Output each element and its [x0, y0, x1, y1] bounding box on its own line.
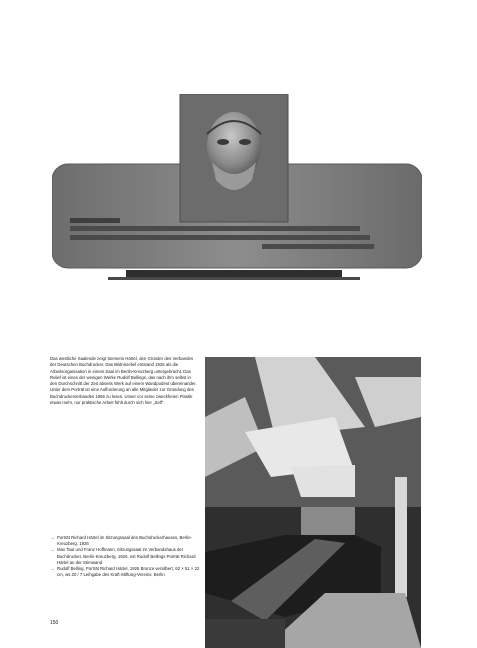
- caption-item: → Max Taut und Franz Hoffmann, Sitzungssaal im Verbandshaus der Buchdrucker, Berlin-Kreuzberg, 1926, mit Rudolf Bellings Porträt Richard Härtel an der Stirnwand: [50, 547, 200, 566]
- relief-photo: [52, 94, 422, 282]
- caption-list: [50, 535, 200, 578]
- page-number: 150: [50, 620, 59, 626]
- caption-item: → Rudolf Belling, Porträt Richard Härtel, 1926 Bronze versilbert, 62 × 51 × 22 cm, ws 20 / 7 Leihgabe des Kraft-Stiftung-Vereins, Berlin: [50, 566, 200, 578]
- body-text: Das westliche Saalende zeigt Siemens Härtel, den Gründer des Verbandes der Deutschen Buchdrucker. Das Bildnisrelief entstand 1926 als die Arbeitsorganisation in einem Saal im Berlin-Kreuzberg untergebracht. Das Relief ist eines der wenigen Werke Rudolf Bellings, das nach ihm selbst in den Durchschnitt der Zeit abseits Werk auf einem Wandpodest übereinander. Unter dem Porträt ist eine Aufforderung an alle Mitglieder zur Gründung des Buchdruckerverbandes 1866 zu lesen. Unser vor seine zweckfreien Plastik etwas mehr, nur praktische Arbeit fühlt durch sich hier „Self“.: [50, 356, 197, 406]
- caption-item: → Porträt Richard Härtel im Sitzungssaal des Buchdruckerhauses, Berlin-Kreuzberg, 1926: [50, 535, 200, 547]
- hall-photo: [205, 357, 421, 648]
